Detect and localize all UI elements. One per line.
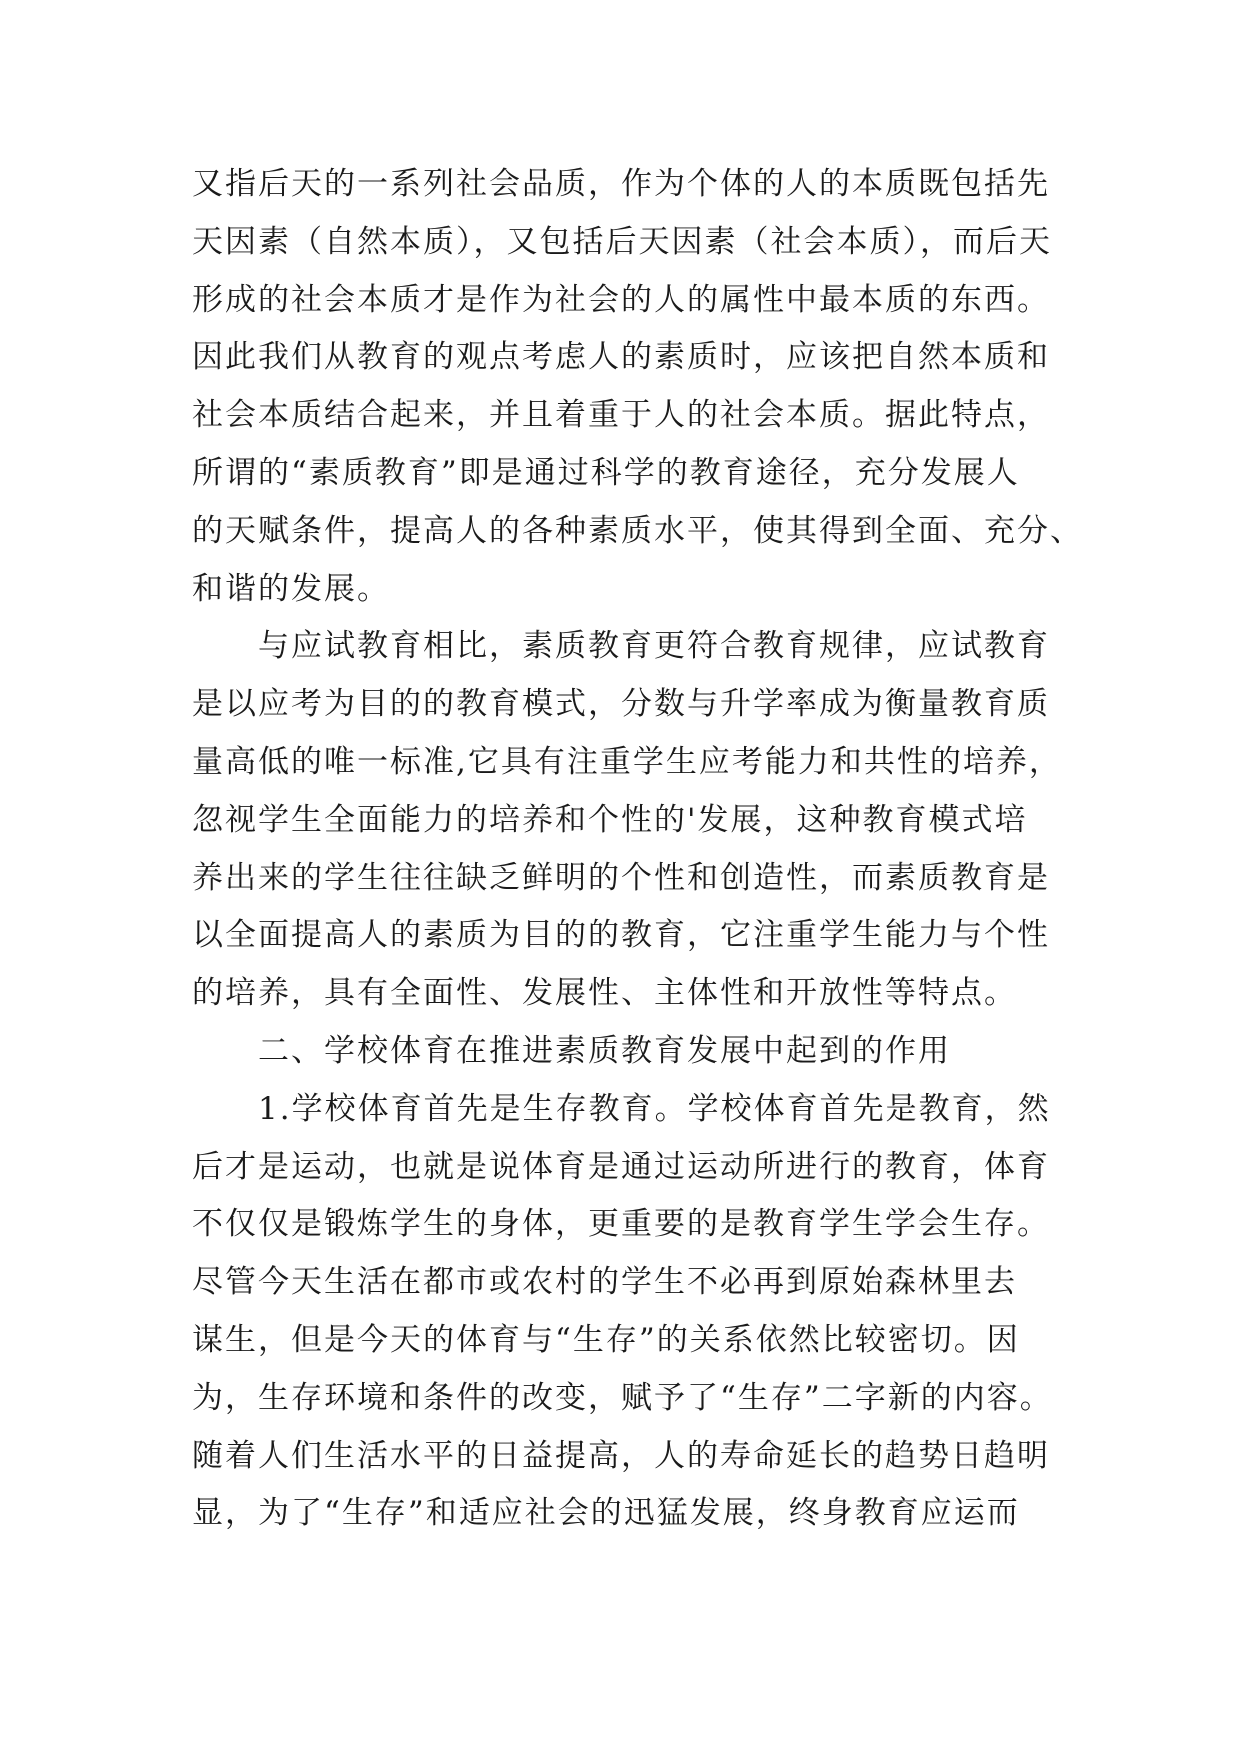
text-line: 又指后天的一系列社会品质，作为个体的人的本质既包括先: [192, 166, 1050, 202]
paragraph-start-line: 与应试教育相比，素质教育更符合教育规律，应试教育: [258, 628, 1050, 665]
text-line: 因此我们从教育的观点考虑人的素质时，应该把自然本质和: [192, 339, 1050, 376]
text-line: 忽视学生全面能力的培养和个性的'发展，这种教育模式培: [192, 801, 1028, 838]
text-line: 量高低的唯一标准,它具有注重学生应考能力和共性的培养，: [192, 743, 1062, 780]
text-line: 尽管今天生活在都市或农村的学生不必再到原始森林里去: [192, 1264, 1017, 1301]
body-text: [192, 156, 1083, 1543]
text-line: 的培养，具有全面性、发展性、主体性和开放性等特点。: [192, 975, 1017, 1012]
text-line: 显，为了“生存”和适应社会的迅猛发展，终身教育应运而: [192, 1495, 1020, 1532]
paragraph-start-line: 1.学校体育首先是生存教育。学校体育首先是教育，然: [258, 1090, 1051, 1127]
text-line: 天因素（自然本质），又包括后天因素（社会本质），而后天: [192, 223, 1052, 260]
text-line: 谋生，但是今天的体育与“生存”的关系依然比较密切。因: [192, 1321, 1020, 1358]
text-line: 是以应考为目的的教育模式，分数与升学率成为衡量教育质: [192, 686, 1050, 723]
text-line: 为，生存环境和条件的改变，赋予了“生存”二字新的内容。: [192, 1379, 1053, 1416]
text-line: 形成的社会本质才是作为社会的人的属性中最本质的东西。: [192, 281, 1050, 318]
text-line: 以全面提高人的素质为目的的教育，它注重学生能力与个性: [192, 917, 1050, 954]
text-line: 不仅仅是锻炼学生的身体，更重要的是教育学生学会生存。: [192, 1206, 1050, 1243]
text-line: 所谓的“素质教育”即是通过科学的教育途径，充分发展人: [192, 454, 1020, 491]
text-line: 养出来的学生往往缺乏鲜明的个性和创造性，而素质教育是: [192, 859, 1050, 896]
text-line: 的天赋条件，提高人的各种素质水平，使其得到全面、充分、: [192, 512, 1083, 549]
section-heading: 二、学校体育在推进素质教育发展中起到的作用: [258, 1032, 951, 1069]
text-line: 社会本质结合起来，并且着重于人的社会本质。据此特点，: [192, 397, 1050, 434]
text-line: 后才是运动，也就是说体育是通过运动所进行的教育，体育: [192, 1148, 1050, 1185]
text-line: 和谐的发展。: [192, 570, 390, 607]
text-line: 随着人们生活水平的日益提高，人的寿命延长的趋势日趋明: [192, 1437, 1050, 1474]
